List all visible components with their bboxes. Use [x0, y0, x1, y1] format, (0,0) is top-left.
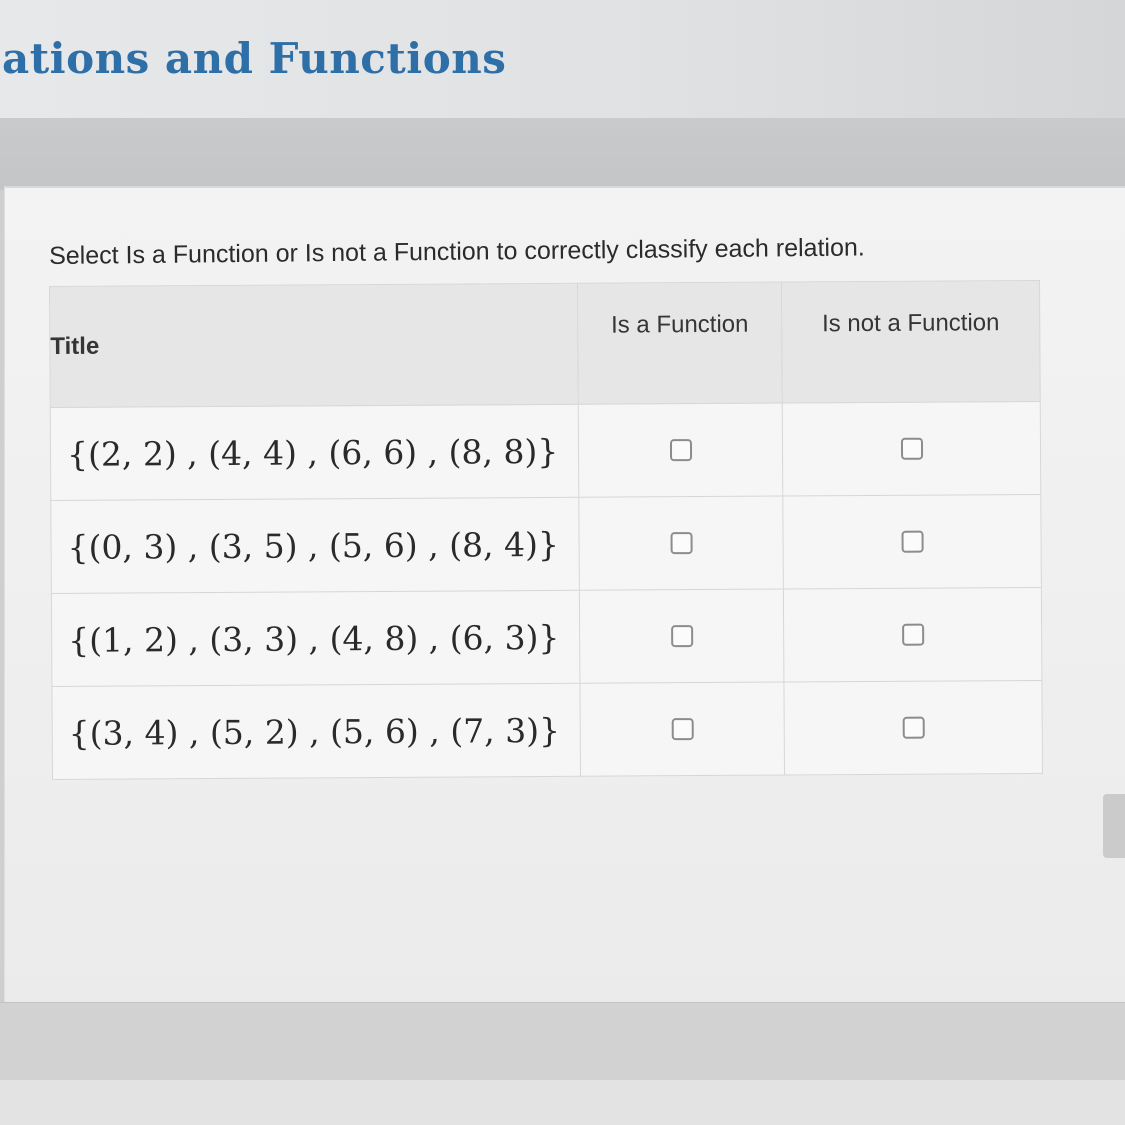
is-function-checkbox[interactable] [670, 532, 692, 554]
relation-text: {(0, 3) , (3, 5) , (5, 6) , (8, 4)} [51, 497, 580, 593]
column-header-is-function: Is a Function [577, 282, 782, 404]
is-not-function-checkbox[interactable] [900, 438, 922, 460]
is-not-function-checkbox[interactable] [901, 531, 923, 553]
classification-table-wrapper [49, 280, 1042, 780]
page-title: ations and Functions [2, 34, 507, 83]
table-row [51, 587, 1042, 686]
is-function-checkbox[interactable] [671, 625, 693, 647]
question-instruction: Select Is a Function or Is not a Function to correctly classify each relation. [49, 233, 865, 270]
is-function-cell [580, 682, 785, 776]
page-header [0, 0, 1125, 118]
is-function-checkbox[interactable] [669, 439, 691, 461]
is-not-function-cell [783, 587, 1042, 682]
is-not-function-cell [783, 494, 1042, 589]
relation-text: {(2, 2) , (4, 4) , (6, 6) , (8, 8)} [50, 404, 579, 500]
is-function-cell [579, 589, 784, 683]
column-header-title: Title [50, 283, 579, 407]
relation-text: {(3, 4) , (5, 2) , (5, 6) , (7, 3)} [52, 683, 581, 779]
is-not-function-cell [782, 401, 1041, 496]
bottom-toolbar [0, 1002, 1125, 1081]
is-not-function-checkbox[interactable] [902, 717, 924, 739]
side-panel-handle[interactable] [1103, 794, 1125, 858]
is-function-cell [578, 403, 783, 497]
table-row [50, 401, 1041, 500]
is-function-checkbox[interactable] [671, 718, 693, 740]
is-not-function-checkbox[interactable] [902, 624, 924, 646]
column-header-is-not-function: Is not a Function [781, 280, 1040, 403]
table-row [51, 494, 1042, 593]
toolbar-band [0, 118, 1125, 190]
table-header-row [50, 280, 1041, 407]
question-panel [4, 186, 1125, 1004]
relation-text: {(1, 2) , (3, 3) , (4, 8) , (6, 3)} [51, 590, 580, 686]
is-function-cell [579, 496, 784, 590]
table-row [52, 680, 1043, 779]
classification-table [49, 280, 1043, 780]
page-footer [0, 1080, 1125, 1125]
is-not-function-cell [784, 680, 1043, 775]
